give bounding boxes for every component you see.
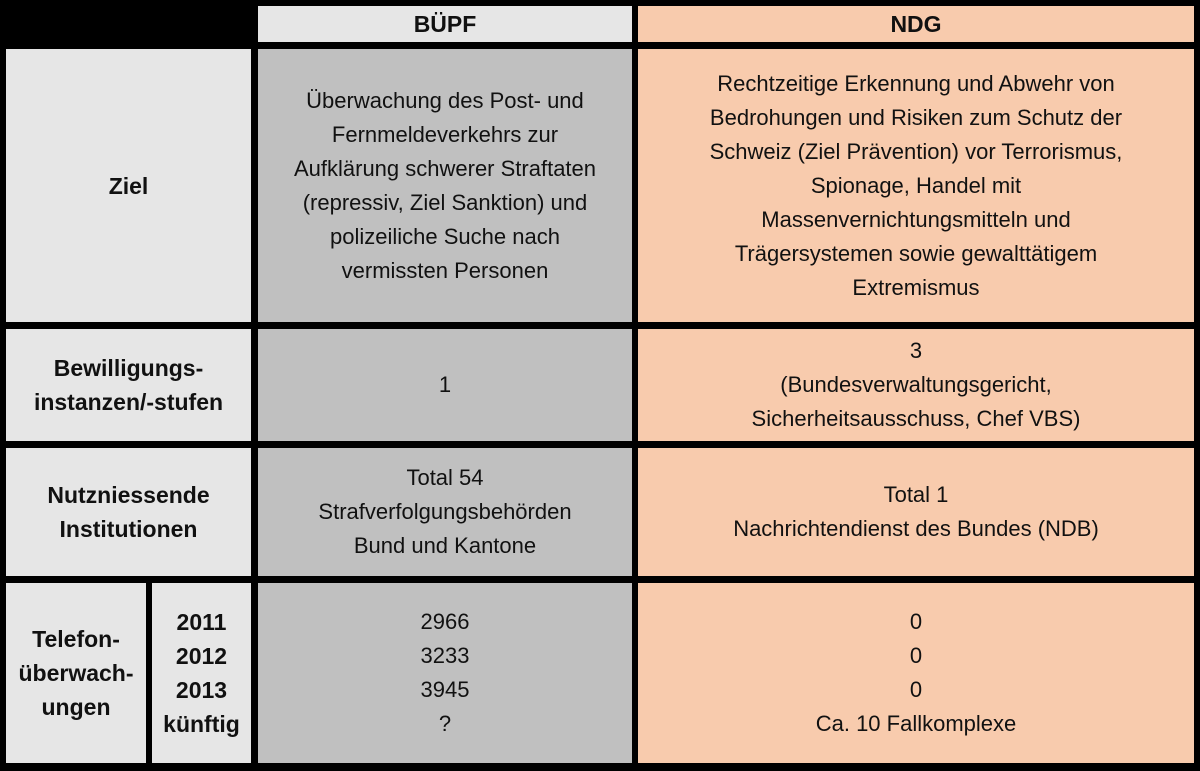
row-label-ziel-text: Ziel: [108, 172, 149, 199]
telefon-buepf-value: 3233: [420, 643, 470, 668]
telefon-ndg-value: Ca. 10 Fallkomplexe: [815, 711, 1017, 736]
cell-nutzniessende-buepf-text: Total 54 Strafverfolgungsbehörden Bund und Kantone: [318, 465, 572, 558]
year-label: 2011: [176, 609, 227, 635]
header-buepf-label: BÜPF: [413, 11, 477, 37]
year-label: 2013: [175, 677, 228, 703]
header-ndg-label: NDG: [890, 11, 942, 37]
cell-ziel-buepf: [258, 49, 632, 322]
telefon-ndg-value: 0: [909, 677, 923, 702]
row-label-telefon-text: Telefon- überwach- ungen: [18, 626, 134, 720]
header-buepf: [258, 6, 632, 42]
cell-telefon-buepf: [258, 583, 632, 763]
header-corner: [6, 6, 251, 42]
row-label-telefon: [6, 583, 146, 763]
row-label-ziel: [6, 49, 251, 322]
telefon-buepf-value: ?: [438, 711, 452, 736]
row-label-bewilligung: [6, 329, 251, 441]
telefon-buepf-value: 2966: [420, 609, 470, 634]
cell-telefon-ndg: [638, 583, 1194, 763]
year-label: künftig: [163, 711, 240, 737]
row-label-bewilligung-text: Bewilligungs- instanzen/-stufen: [33, 355, 224, 415]
telefon-ndg-value: 0: [909, 643, 923, 668]
row-label-nutzniessende-text: Nutzniessende Institutionen: [47, 482, 210, 542]
year-label: 2012: [175, 643, 228, 669]
cell-ziel-buepf-text: Überwachung des Post- und Fernmeldeverkehrs zur Aufklärung schwerer Straftaten (repressiv, Ziel Sanktion) und polizeiliche Suche nach vermissten Personen: [293, 87, 597, 283]
row-label-nutzniessende: [6, 448, 251, 576]
cell-ziel-ndg-text: Rechtzeitige Erkennung und Abwehr von Bedrohungen und Risiken zum Schutz der Schweiz (Ziel Prävention) vor Terrorismus, Spionage, Handel mit Massenvernichtungsmitteln und Trägersystemen sowie gewalttätigem Extremismus: [709, 70, 1123, 300]
telefon-ndg-value: 0: [909, 609, 923, 634]
cell-bewilligung-ndg: [638, 329, 1194, 441]
cell-bewilligung-buepf-text: 1: [438, 372, 452, 397]
cell-bewilligung-buepf: [258, 329, 632, 441]
cell-bewilligung-ndg-text: 3 (Bundesverwaltungsgericht, Sicherheitsausschuss, Chef VBS): [751, 338, 1081, 431]
header-ndg: [638, 6, 1194, 42]
cell-nutzniessende-buepf: [258, 448, 632, 576]
telefon-buepf-value: 3945: [420, 677, 470, 702]
cell-nutzniessende-ndg-text: Total 1 Nachrichtendienst des Bundes (NDB): [733, 482, 1099, 541]
cell-ziel-ndg: [638, 49, 1194, 322]
cell-nutzniessende-ndg: [638, 448, 1194, 576]
cell-telefon-years: [152, 583, 251, 763]
